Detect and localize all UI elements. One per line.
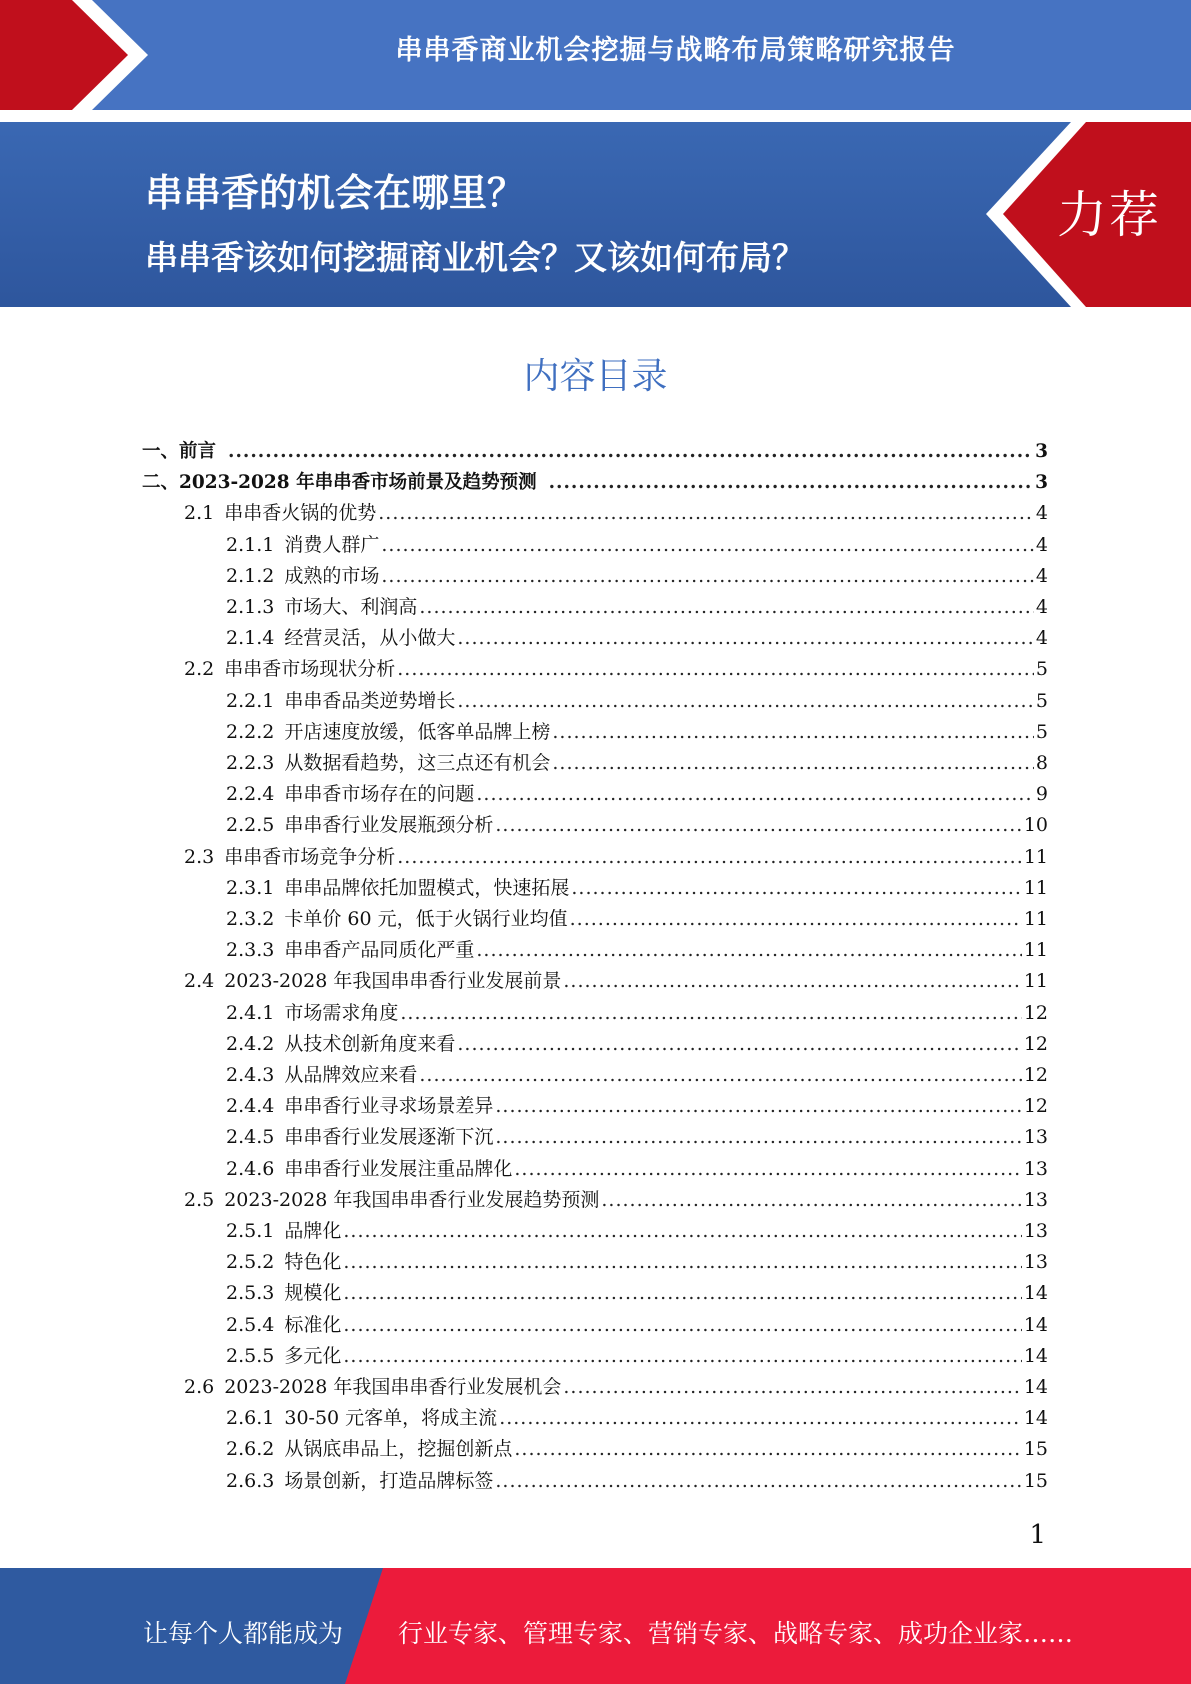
- toc-entry-page: 11: [1023, 908, 1048, 930]
- toc-entry-number: 2.2.5: [226, 814, 275, 837]
- toc-entry-number: 2.5.4: [226, 1313, 275, 1336]
- toc-entry-page: 11: [1023, 970, 1048, 993]
- toc-entry-title: 串串香火锅的优势: [224, 502, 377, 525]
- toc-leader-dots: [343, 1341, 1021, 1372]
- toc-entry[interactable]: [184, 1372, 1048, 1403]
- toc-leader-dots: [552, 717, 1034, 748]
- toc-entry[interactable]: [226, 592, 1048, 623]
- toc-entry-title: 30-50 元客单，将成主流: [284, 1407, 498, 1430]
- toc-entry-page: 9: [1035, 783, 1048, 806]
- toc-entry-title: 2023-2028 年我国串串香行业发展前景: [224, 970, 562, 993]
- toc-entry-title: 串串香品类逆势增长: [284, 689, 456, 712]
- toc-entry-page: 8: [1035, 752, 1048, 774]
- toc-leader-dots: [514, 1434, 1021, 1465]
- toc-entry-number: 2.3: [184, 845, 215, 868]
- toc-leader-dots: [570, 904, 1022, 935]
- toc-entry[interactable]: [226, 935, 1048, 966]
- toc-entry-page: 13: [1023, 1220, 1048, 1242]
- toc-entry[interactable]: [226, 904, 1048, 935]
- toc-entry-page: 11: [1023, 876, 1048, 899]
- toc-entry-page: 12: [1023, 1095, 1048, 1118]
- toc-entry-number: 2.5: [184, 1188, 215, 1211]
- toc-leader-dots: [343, 1247, 1021, 1278]
- toc-entry-title: 卡单价 60 元，低于火锅行业均值: [284, 908, 568, 930]
- toc-entry-number: 2.6.1: [226, 1407, 275, 1430]
- toc-entry[interactable]: [226, 1122, 1048, 1153]
- toc-leader-dots: [343, 1216, 1021, 1247]
- toc-leader-dots: [457, 623, 1034, 654]
- toc-entry-number: 2.4.1: [226, 1001, 275, 1024]
- toc-entry[interactable]: [226, 1029, 1048, 1060]
- toc-entry[interactable]: [226, 1310, 1048, 1341]
- toc-leader-dots: [571, 873, 1021, 904]
- toc-entry[interactable]: [226, 810, 1048, 841]
- toc-entry-number: 2.6.3: [226, 1469, 275, 1492]
- toc-entry-page: 4: [1035, 502, 1048, 525]
- toc-entry-page: 13: [1023, 1157, 1048, 1180]
- toc-entry-title: 串串品牌依托加盟模式，快速拓展: [284, 876, 570, 899]
- toc-entry-number: 2.1.2: [226, 564, 275, 587]
- toc-entry[interactable]: [226, 717, 1048, 748]
- toc-entry[interactable]: [226, 561, 1048, 592]
- toc-leader-dots: [419, 592, 1034, 623]
- toc-entry-number: 2.4.2: [226, 1032, 275, 1055]
- toc-entry-title: 串串香行业寻求场景差异: [284, 1095, 494, 1118]
- toc-entry[interactable]: [184, 842, 1048, 873]
- toc-leader-dots: [552, 748, 1034, 779]
- report-header-band: [0, 0, 1191, 110]
- toc-leader-dots: [343, 1310, 1021, 1341]
- toc-entry-title: 市场大、利润高: [284, 596, 418, 618]
- toc-entry-title: 串串香市场存在的问题: [284, 783, 475, 806]
- toc-leader-dots: [343, 1278, 1021, 1309]
- toc-entry[interactable]: [184, 498, 1048, 529]
- toc-entry-title: 串串香行业发展逐渐下沉: [284, 1126, 494, 1149]
- toc-entry-page: 4: [1035, 533, 1048, 556]
- toc-leader-dots: [495, 1466, 1021, 1497]
- toc-entry-title: 市场需求角度: [284, 1001, 399, 1024]
- toc-entry-number: 2.5.3: [226, 1282, 275, 1305]
- toc-entry-number: 2.1: [184, 502, 215, 525]
- toc-entry-number: 二、2023-2028 年串串香市场前景及趋势预测: [142, 472, 537, 494]
- toc-leader-dots: [514, 1154, 1021, 1185]
- toc-leader-dots: [601, 1185, 1021, 1216]
- toc-entry[interactable]: [226, 1341, 1048, 1372]
- toc-entry-page: 3: [1035, 472, 1048, 494]
- toc-entry-page: 15: [1023, 1469, 1048, 1492]
- toc-leader-dots: [397, 842, 1022, 873]
- toc-entry-title: 串串香行业发展注重品牌化: [284, 1157, 513, 1180]
- toc-leader-dots: [495, 1122, 1021, 1153]
- toc-entry-title: 多元化: [284, 1344, 342, 1367]
- toc-entry-number: 2.4.5: [226, 1126, 275, 1149]
- toc-entry-page: 12: [1023, 1001, 1048, 1024]
- toc-entry-page: 5: [1035, 689, 1048, 712]
- toc-entry[interactable]: [226, 623, 1048, 654]
- toc-entry-number: 2.2: [184, 658, 215, 681]
- toc-leader-dots: [381, 561, 1034, 592]
- toc-entry-page: 4: [1035, 596, 1048, 618]
- footer-slogan-right: 行业专家、管理专家、营销专家、战略专家、成功企业家……: [398, 1619, 1074, 1648]
- toc-entry-page: 5: [1035, 720, 1048, 743]
- toc-entry[interactable]: [184, 966, 1048, 997]
- red-chevron-decoration: [0, 0, 160, 110]
- toc-entry-page: 12: [1023, 1064, 1048, 1086]
- toc-entry[interactable]: [226, 1216, 1048, 1247]
- toc-heading: 内容目录: [523, 356, 668, 397]
- toc-entry[interactable]: [184, 654, 1048, 685]
- toc-entry-number: 2.4.3: [226, 1064, 275, 1086]
- toc-entry-number: 2.2.4: [226, 783, 275, 806]
- toc-entry-page: 13: [1023, 1188, 1048, 1211]
- toc-entry-number: 2.3.2: [226, 908, 275, 930]
- toc-entry-number: 2.2.3: [226, 752, 275, 774]
- toc-entry[interactable]: [226, 686, 1048, 717]
- toc-entry-page: 14: [1023, 1344, 1048, 1367]
- toc-entry-number: 2.2.2: [226, 720, 275, 743]
- toc-entry-title: 经营灵活，从小做大: [284, 627, 456, 650]
- toc-entry-page: 4: [1035, 564, 1048, 587]
- toc-entry-page: 13: [1023, 1251, 1048, 1274]
- toc-leader-dots: [400, 998, 1021, 1029]
- toc-entry[interactable]: [226, 1060, 1048, 1091]
- toc-entry-number: 2.4: [184, 970, 215, 993]
- hero-question-1: 串串香的机会在哪里？: [145, 171, 526, 215]
- toc-entry[interactable]: [226, 1466, 1048, 1497]
- toc-entry-number: 一、前言: [142, 441, 217, 462]
- recommend-badge: 力荐: [1057, 186, 1161, 244]
- toc-entry-title: 规模化: [284, 1282, 342, 1305]
- toc-entry-title: 从锅底串品上，挖掘创新点: [284, 1438, 513, 1461]
- page-number: 1: [1029, 1520, 1046, 1550]
- toc-leader-dots: [228, 436, 1033, 467]
- toc-entry-number: 2.5.1: [226, 1220, 275, 1242]
- hero-banner: [0, 122, 1191, 307]
- toc-entry[interactable]: [226, 1154, 1048, 1185]
- toc-entry-page: 15: [1023, 1438, 1048, 1461]
- toc-entry-number: 2.5.2: [226, 1251, 275, 1274]
- toc-entry[interactable]: [226, 873, 1048, 904]
- toc-entry[interactable]: [184, 1185, 1048, 1216]
- hero-question-2: 串串香该如何挖掘商业机会？又该如何布局？: [145, 238, 805, 277]
- toc-entry-title: 成熟的市场: [284, 564, 380, 587]
- toc-leader-dots: [476, 935, 1021, 966]
- toc-entry[interactable]: [226, 1091, 1048, 1122]
- toc-entry-number: 2.4.6: [226, 1157, 275, 1180]
- toc-entry-page: 14: [1023, 1313, 1048, 1336]
- toc-entry-title: 串串香市场现状分析: [224, 658, 396, 681]
- toc-entry-title: 2023-2028 年我国串串香行业发展趋势预测: [224, 1188, 600, 1211]
- toc-entry-number: 2.5.5: [226, 1344, 275, 1367]
- toc-entry-title: 特色化: [284, 1251, 342, 1274]
- toc-entry[interactable]: [226, 1247, 1048, 1278]
- toc-entry-title: 2023-2028 年我国串串香行业发展机会: [224, 1376, 562, 1398]
- toc-entry-page: 10: [1023, 814, 1048, 837]
- toc-entry-number: 2.1.3: [226, 596, 275, 618]
- toc-entry[interactable]: [226, 748, 1048, 779]
- toc-entry-page: 11: [1023, 845, 1048, 868]
- toc-leader-dots: [563, 1372, 1021, 1403]
- toc-leader-dots: [549, 467, 1034, 498]
- toc-leader-dots: [419, 1060, 1021, 1091]
- toc-entry-number: 2.1.4: [226, 627, 275, 650]
- toc-leader-dots: [499, 1403, 1022, 1434]
- toc-entry-title: 从数据看趋势，这三点还有机会: [284, 752, 551, 774]
- toc-leader-dots: [457, 1029, 1021, 1060]
- toc-leader-dots: [397, 654, 1034, 685]
- toc-entry-title: 从品牌效应来看: [284, 1064, 418, 1086]
- toc-entry-page: 14: [1023, 1376, 1048, 1398]
- toc-entry-page: 14: [1023, 1407, 1048, 1430]
- toc-entry-page: 14: [1023, 1282, 1048, 1305]
- toc-entry-title: 开店速度放缓，低客单品牌上榜: [284, 720, 551, 743]
- toc-entry-number: 2.6: [184, 1376, 215, 1398]
- toc-entry-title: 串串香产品同质化严重: [284, 939, 475, 962]
- toc-entry-title: 场景创新，打造品牌标签: [284, 1469, 494, 1492]
- toc-leader-dots: [378, 498, 1034, 529]
- toc-leader-dots: [563, 966, 1021, 997]
- toc-entry-number: 2.2.1: [226, 689, 275, 712]
- toc-entry-title: 消费人群广: [284, 533, 380, 556]
- footer-banner: [0, 1568, 1191, 1684]
- toc-entry-title: 串串香市场竞争分析: [224, 845, 396, 868]
- toc-entry[interactable]: [226, 1278, 1048, 1309]
- report-title: 串串香商业机会挖掘与战略布局策略研究报告: [395, 35, 956, 66]
- toc-entry-title: 串串香行业发展瓶颈分析: [284, 814, 494, 837]
- toc-leader-dots: [476, 779, 1034, 810]
- toc-entry-page: 12: [1023, 1032, 1048, 1055]
- toc-entry-title: 品牌化: [284, 1220, 342, 1242]
- toc-entry-title: 从技术创新角度来看: [284, 1032, 456, 1055]
- toc-leader-dots: [457, 686, 1034, 717]
- toc-entry-number: 2.4.4: [226, 1095, 275, 1118]
- toc-entry-number: 2.3.3: [226, 939, 275, 962]
- toc-entry[interactable]: [226, 998, 1048, 1029]
- toc-entry[interactable]: [226, 1403, 1048, 1434]
- toc-entry[interactable]: [226, 530, 1048, 561]
- toc-entry-page: 13: [1023, 1126, 1048, 1149]
- toc-leader-dots: [381, 530, 1034, 561]
- toc-entry-number: 2.1.1: [226, 533, 275, 556]
- toc-entry-title: 标准化: [284, 1313, 342, 1336]
- toc-entry-page: 3: [1035, 441, 1048, 462]
- toc-leader-dots: [495, 810, 1021, 841]
- toc-entry-number: 2.3.1: [226, 876, 275, 899]
- toc-entry-page: 4: [1035, 627, 1048, 650]
- toc-entry[interactable]: [226, 1434, 1048, 1465]
- toc-entry[interactable]: [226, 779, 1048, 810]
- toc-entry[interactable]: [142, 467, 1048, 498]
- toc-entry-page: 11: [1023, 939, 1048, 962]
- toc-entry[interactable]: [142, 436, 1048, 467]
- toc-entry-number: 2.6.2: [226, 1438, 275, 1461]
- toc-entry-page: 5: [1035, 658, 1048, 681]
- footer-slogan-left: 让每个人都能成为: [143, 1619, 344, 1648]
- toc-leader-dots: [495, 1091, 1021, 1122]
